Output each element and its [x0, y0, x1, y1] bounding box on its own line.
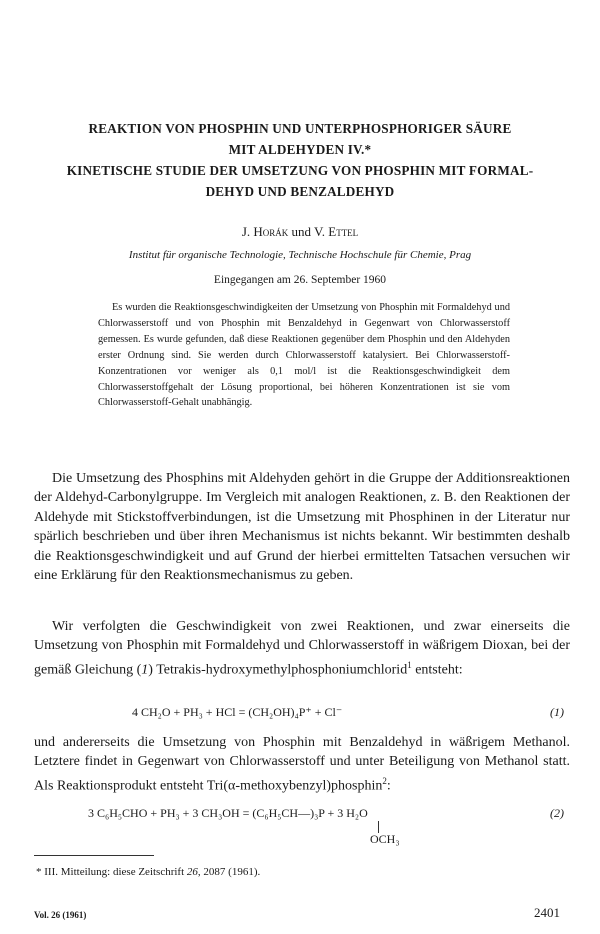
title-line-1: REAKTION VON PHOSPHIN UND UNTERPHOSPHORIGER SÄURE [88, 121, 512, 136]
title-line-2: MIT ALDEHYDEN IV.* [228, 142, 372, 157]
authors-and: und [288, 224, 315, 239]
equation-2-number: (2) [550, 806, 564, 820]
author-2-initial: V. [314, 224, 329, 239]
footnote-volume: 26 [186, 866, 198, 878]
title-line-4: DEHYD UND BENZALDEHYD [205, 184, 395, 199]
p2-ref-sup: 1 [407, 659, 412, 670]
p3-text-a: und andererseits die Umsetzung von Phosphin mit Benzaldehyd in wäßrigem Methanol. Letztere findet in Gegenwart von Chlorwasserstoff und unter Beteiligung von Methanol statt. Als Reaktionsprodukt entsteht Tri(α-methoxybenzyl)phosphin [34, 735, 570, 794]
author-1-initial: J. [241, 224, 254, 239]
footnote [36, 866, 260, 878]
equation-2-substituent: OCH₃ [370, 832, 400, 846]
author-1-name: Horák [253, 224, 289, 239]
footnote-rule [34, 855, 154, 856]
page-number: 2401 [534, 905, 560, 920]
p3-text-b: : [386, 778, 391, 794]
equation-1-number: (1) [550, 705, 564, 719]
equation-1: 4 CH₂O + PH₃ + HCl = (CH₂OH)₄P⁺ + Cl⁻ [132, 705, 343, 719]
abstract [98, 300, 510, 411]
footnote-text: * III. Mitteilung: diese Zeitschrift [36, 866, 187, 878]
body-paragraph-1 [34, 469, 570, 585]
p2-text-b: ) Tetrakis-hydroxymethylphosphoniumchlorid [148, 662, 408, 678]
journal-reference: Vol. 26 (1961) [34, 910, 87, 920]
title-line-3: KINETISCHE STUDIE DER UMSETZUNG VON PHOSPHIN MIT FORMAL- [66, 163, 534, 178]
body-paragraph-3 [34, 733, 570, 796]
received-date: Eingegangen am 26. September 1960 [213, 274, 387, 286]
body-paragraph-2 [34, 617, 570, 680]
equation-2: 3 C₆H₅CHO + PH₃ + 3 CH₃OH = (C₆H₅CH—)₃P + 3 H₂O [88, 806, 368, 820]
p2-text-a: Wir verfolgten die Geschwindigkeit von zwei Reaktionen, und zwar einerseits die Umsetzung von Phosphin mit Formaldehyd und Chlorwasserstoff in wäßrigem Dioxan, bei der gemäß Gleichung ( [34, 619, 570, 678]
paragraph-1-text: Die Umsetzung des Phosphins mit Aldehyden gehört in die Gruppe der Additionsreaktionen der Aldehyd-Carbonylgruppe. Im Vergleich mit analogen Reaktionen, z. B. den Reaktionen der Aldehyde mit Stickstoffverbindungen, ist die Umsetzung mit Phosphinen in der Literatur nur spärlich beschrieben und über ihren Mechanismus ist nichts bekannt. Wir bestimmten deshalb die Reaktionsgeschwindigkeit und auf Grund der hierbei ermittelten Tatsachen versuchen wir eine Erklärung für den Reaktionsmechanismus zu geben. [34, 471, 570, 584]
p3-ref-sup: 2 [382, 775, 387, 786]
author-2-name: Ettel [328, 224, 359, 239]
abstract-text: Es wurden die Reaktionsgeschwindigkeiten der Umsetzung von Phosphin mit Formaldehyd und Chlorwasserstoff und von Phosphin mit Benzaldehyd in Gegenwart von Chlorwasserstoff gemessen. Es wurde gefunden, daß diese Reaktionen gegenüber dem Phosphin und den Aldehyden erster Ordnung sind. Sie werden durch Chlorwasserstoff katalysiert. Bei Chlorwasserstoff-Konzentrationen vor weniger als 0,1 mol/l ist die Reaktionsgeschwindigkeit dem Chlorwasserstoffgehalt der Lösung proportional, bei höheren Konzentrationen ist sie vom Chlorwasserstoff-Gehalt unabhängig. [98, 302, 510, 409]
p2-text-c: entsteht: [411, 662, 463, 678]
footnote-rest: , 2087 (1961). [197, 866, 261, 878]
p2-eq-ref: 1 [141, 662, 149, 678]
authors [0, 224, 600, 240]
institute: Institut für organische Technologie, Technische Hochschule für Chemie, Prag [128, 249, 472, 261]
